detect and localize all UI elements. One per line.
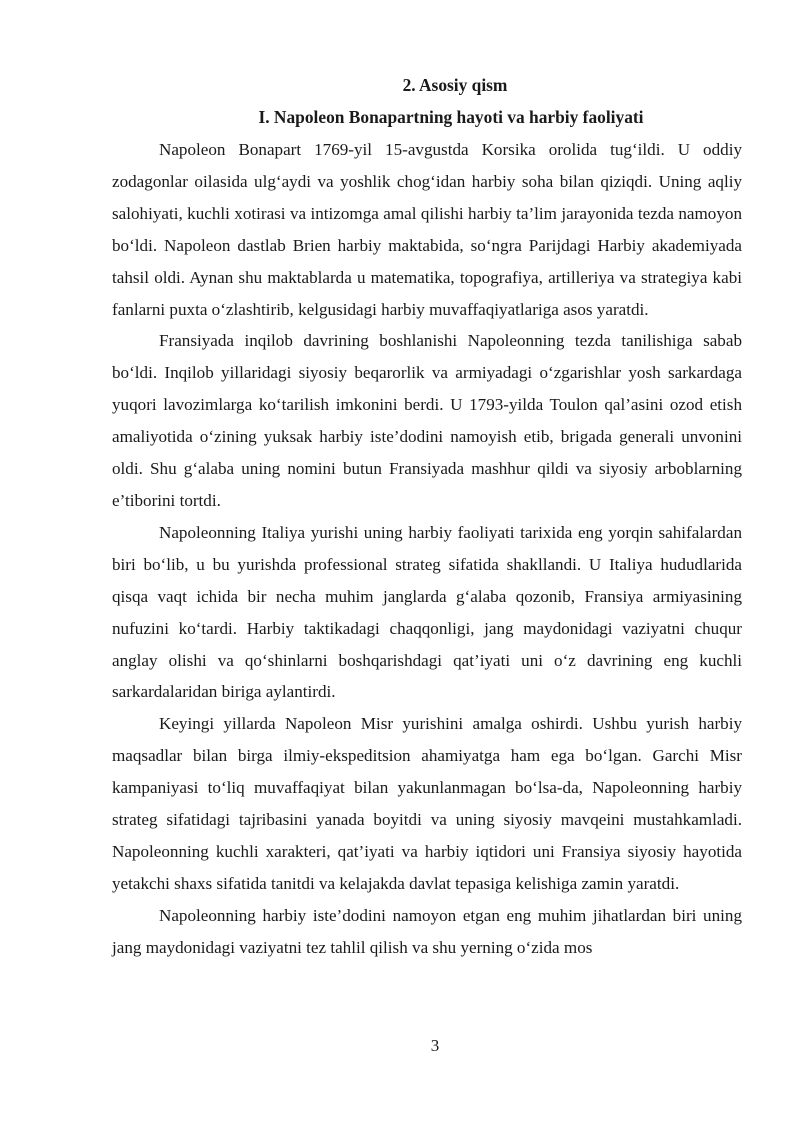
paragraph: Napoleonning harbiy iste’dodini namoyon etgan eng muhim jihatlardan biri uning jang maydonidagi vaziyatni tez tahlil qilish va shu yerning o‘zida mos [112,905,742,957]
body-text [112,134,742,964]
paragraph: Fransiyada inqilob davrining boshlanishi Napoleonning tezda tanilishiga sabab bo‘ldi. Inqilob yillaridagi siyosiy beqarorlik va armiyadagi o‘zgarishlar yosh sarkardaga yuqori lavozimlarga ko‘tarilish imkonini berdi. U 1793-yilda Toulon qal’asini ozod etish amaliyotida o‘zining yuksak harbiy iste’dodini namoyish etib, brigada generali unvonini oldi. Shu g‘alaba uning nomini butun Fransiyada mashhur qildi va siyosiy arboblarning e’tiborini tortdi. [112,331,742,510]
page-number: 3 [430,1036,440,1055]
chapter-title: I. Napoleon Bonapartning hayoti va harbiy faoliyati [258,107,644,127]
paragraph: Keyingi yillarda Napoleon Misr yurishini amalga oshirdi. Ushbu yurish harbiy maqsadlar bilan birga ilmiy-ekspeditsion ahamiyatga ham ega bo‘lgan. Garchi Misr kampaniyasi to‘liq muvaffaqiyat bilan yakunlanmagan bo‘lsa-da, Napoleonning harbiy strateg sifatidagi tajribasini yanada boyitdi va uning siyosiy mavqeini mustahkamladi. Napoleonning kuchli xarakteri, qat’iyati va harbiy iqtidori uni Fransiya siyosiy hayotida yetakchi shaxs sifatida tanitdi va kelajakda davlat tepasiga kelishiga zamin yaratdi. [112,714,742,893]
paragraph: Napoleonning Italiya yurishi uning harbiy faoliyati tarixida eng yorqin sahifalardan biri bo‘lib, u bu yurishda professional strateg sifatida shakllandi. U Italiya hududlarida qisqa vaqt ichida bir necha muhim janglarda g‘alaba qozonib, Fransiya armiyasining nufuzini ko‘tardi. Harbiy taktikadagi chaqqonligi, jang maydonidagi vaziyatni chuqur anglay olishi va qo‘shinlarni boshqarishdagi qat’iyati uni o‘z davrining eng kuchli sarkardalaridan biriga aylantirdi. [112,522,742,702]
paragraph: Napoleon Bonapart 1769-yil 15-avgustda Korsika orolida tug‘ildi. U oddiy zodagonlar oilasida ulg‘aydi va yoshlik chog‘idan harbiy soha bilan qiziqdi. Uning aqliy salohiyati, kuchli xotirasi va intizomga amal qilishi harbiy ta’lim jarayonida tezda namoyon bo‘ldi. Napoleon dastlab Brien harbiy maktabida, so‘ngra Parijdagi Harbiy akademiyada tahsil oldi. Aynan shu maktablarda u matematika, topografiya, artilleriya va strategiya kabi fanlarni puxta o‘zlashtirib, kelgusidagi harbiy muvaffaqiyatlariga asos yaratdi. [112,140,742,319]
section-title: 2. Asosiy qism [402,75,508,95]
